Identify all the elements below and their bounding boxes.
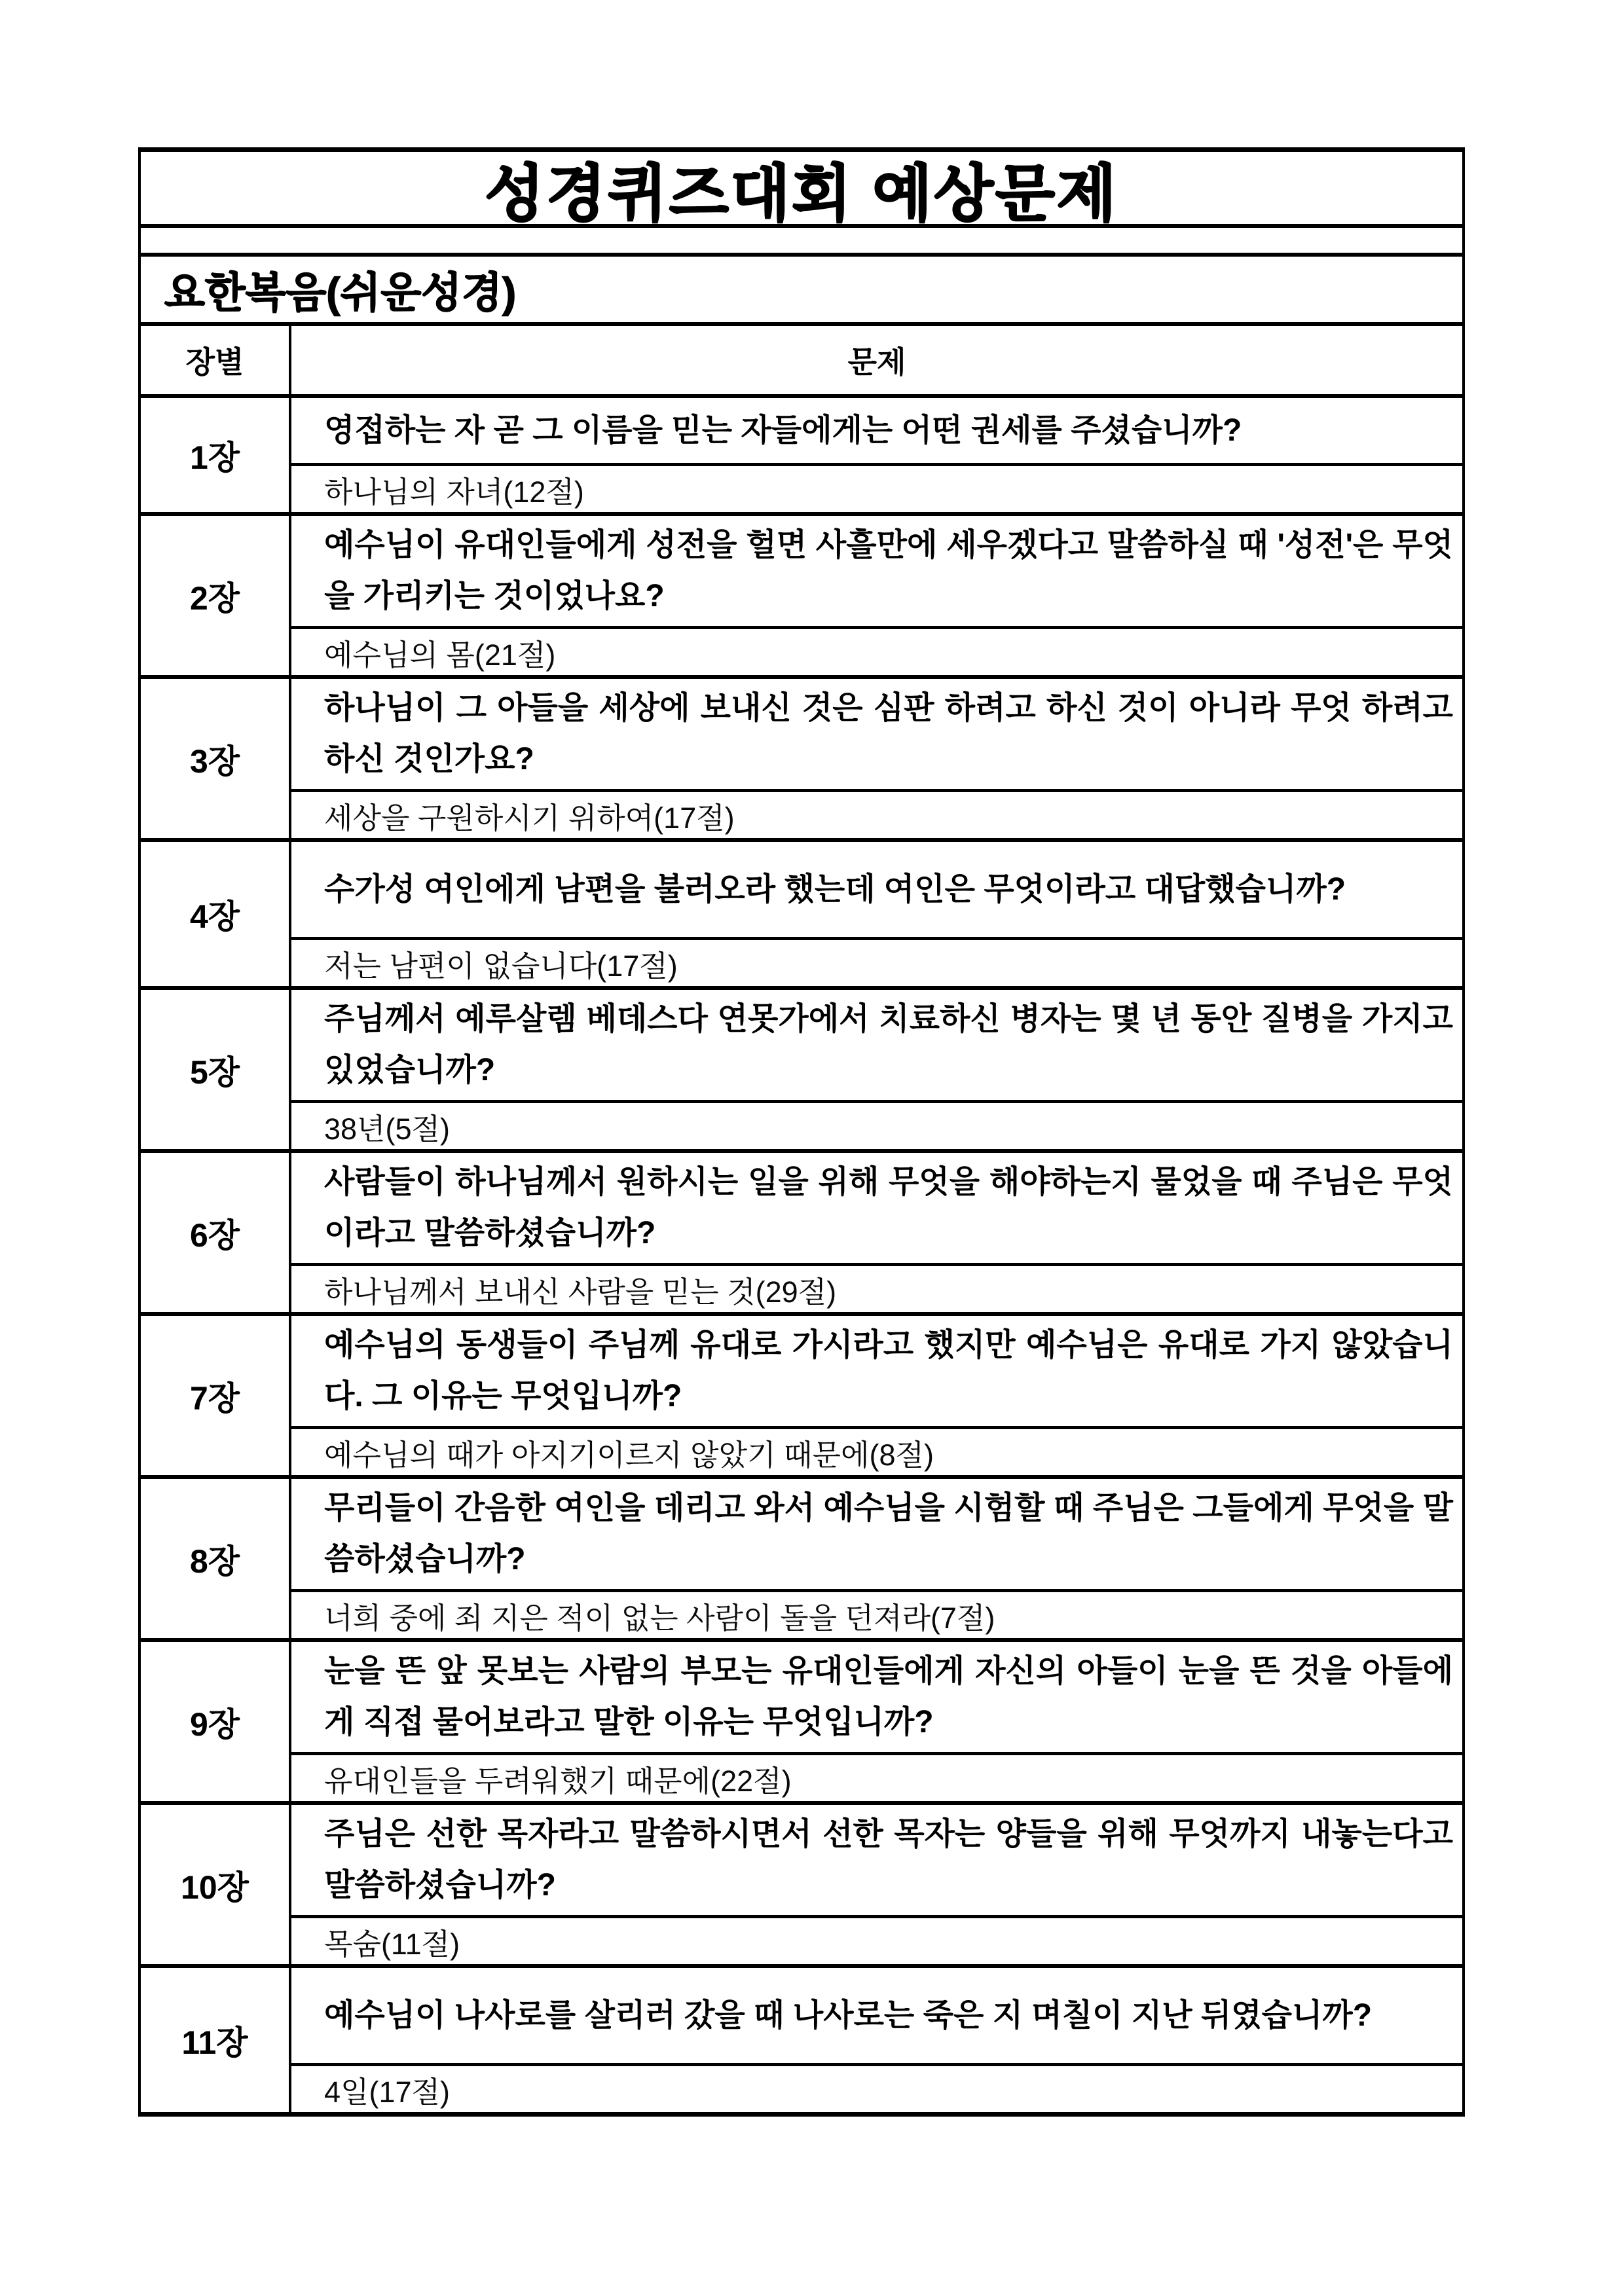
answer-text: 유대인들을 두려워했기 때문에(22절) xyxy=(324,1764,792,1798)
column-header-question: 문제 xyxy=(847,345,906,379)
chapter-label: 11장 xyxy=(141,1968,291,2112)
answer-text: 목숨(11절) xyxy=(324,1927,460,1961)
question-text: 주님은 선한 목자라고 말씀하시면서 선한 목자는 양들을 위해 무엇까지 내놓는다고 말씀하셨습니까? xyxy=(324,1817,1453,1903)
table-row xyxy=(141,516,1462,679)
question-text: 수가성 여인에게 남편을 불러오라 했는데 여인은 무엇이라고 대답했습니까? xyxy=(324,871,1346,907)
question-text: 하나님이 그 아들을 세상에 보내신 것은 심판 하려고 하신 것이 아니라 무엇 하려고 하신 것인가요? xyxy=(324,691,1453,776)
question-text: 예수님이 유대인들에게 성전을 헐면 사흘만에 세우겠다고 말씀하실 때 '성전'은 무엇을 가리키는 것이었나요? xyxy=(324,528,1453,613)
chapter-label: 1장 xyxy=(141,398,291,512)
table-row xyxy=(141,679,1462,842)
table-row xyxy=(141,990,1462,1153)
answer-text: 예수님의 몸(21절) xyxy=(324,638,556,672)
answer-text: 하나님의 자녀(12절) xyxy=(324,475,584,509)
chapter-label: 5장 xyxy=(141,990,291,1149)
answer-text: 4일(17절) xyxy=(324,2075,450,2109)
answer-text: 38년(5절) xyxy=(324,1112,450,1146)
question-cell xyxy=(291,1316,1462,1429)
question-text: 예수님의 동생들이 주님께 유대로 가시라고 했지만 예수님은 유대로 가지 않았습니다. 그 이유는 무엇입니까? xyxy=(324,1328,1453,1413)
answer-text: 예수님의 때가 아지기이르지 않았기 때문에(8절) xyxy=(324,1438,934,1472)
section-title: 요한복음(쉬운성경) xyxy=(141,257,1462,326)
answer-text: 하나님께서 보내신 사람을 믿는 것(29절) xyxy=(324,1275,837,1309)
question-text: 예수님이 나사로를 살리러 갔을 때 나사로는 죽은 지 며칠이 지난 뒤였습니까? xyxy=(324,1997,1373,2033)
empty-row xyxy=(141,228,1462,257)
table-row xyxy=(141,1968,1462,2112)
table-row xyxy=(141,1805,1462,1968)
chapter-label: 6장 xyxy=(141,1153,291,1312)
table-row xyxy=(141,1316,1462,1479)
question-cell xyxy=(291,1153,1462,1266)
chapter-label: 4장 xyxy=(141,842,291,986)
table-row xyxy=(141,398,1462,516)
question-cell xyxy=(291,679,1462,792)
table-row xyxy=(141,1153,1462,1316)
column-header-chapter: 장별 xyxy=(141,326,291,394)
answer-text: 너희 중에 죄 지은 적이 없는 사람이 돌을 던져라(7절) xyxy=(324,1601,995,1635)
chapter-label: 8장 xyxy=(141,1479,291,1638)
question-text: 눈을 뜬 앞 못보는 사람의 부모는 유대인들에게 자신의 아들이 눈을 뜬 것을 아들에게 직접 물어보라고 말한 이유는 무엇입니까? xyxy=(324,1654,1453,1740)
question-cell xyxy=(291,1642,1462,1755)
question-text: 사람들이 하나님께서 원하시는 일을 위해 무엇을 해야하는지 물었을 때 주님은 무엇이라고 말씀하셨습니까? xyxy=(324,1165,1453,1250)
question-cell xyxy=(291,990,1462,1103)
answer-text: 세상을 구원하시기 위하여(17절) xyxy=(324,801,735,835)
question-cell xyxy=(291,1479,1462,1592)
chapter-label: 2장 xyxy=(141,516,291,675)
question-cell xyxy=(291,516,1462,629)
question-text: 영접하는 자 곧 그 이름을 믿는 자들에게는 어떤 권세를 주셨습니까? xyxy=(324,412,1242,448)
table-row xyxy=(141,1642,1462,1805)
document-title: 성경퀴즈대회 예상문제 xyxy=(141,152,1462,228)
chapter-label: 9장 xyxy=(141,1642,291,1801)
chapter-label: 7장 xyxy=(141,1316,291,1475)
chapter-label: 10장 xyxy=(141,1805,291,1964)
table-header-row xyxy=(141,326,1462,398)
table-row xyxy=(141,842,1462,990)
question-cell xyxy=(291,1805,1462,1918)
quiz-table xyxy=(138,147,1465,2117)
chapter-label: 3장 xyxy=(141,679,291,838)
question-cell xyxy=(291,1968,1462,2066)
table-row xyxy=(141,1479,1462,1642)
question-text: 무리들이 간음한 여인을 데리고 와서 예수님을 시험할 때 주님은 그들에게 무엇을 말씀하셨습니까? xyxy=(324,1491,1453,1576)
question-cell xyxy=(291,398,1462,466)
question-text: 주님께서 예루살렘 베데스다 연못가에서 치료하신 병자는 몇 년 동안 질병을 가지고 있었습니까? xyxy=(324,1002,1453,1087)
question-cell xyxy=(291,842,1462,940)
answer-text: 저는 남편이 없습니다(17절) xyxy=(324,949,678,983)
